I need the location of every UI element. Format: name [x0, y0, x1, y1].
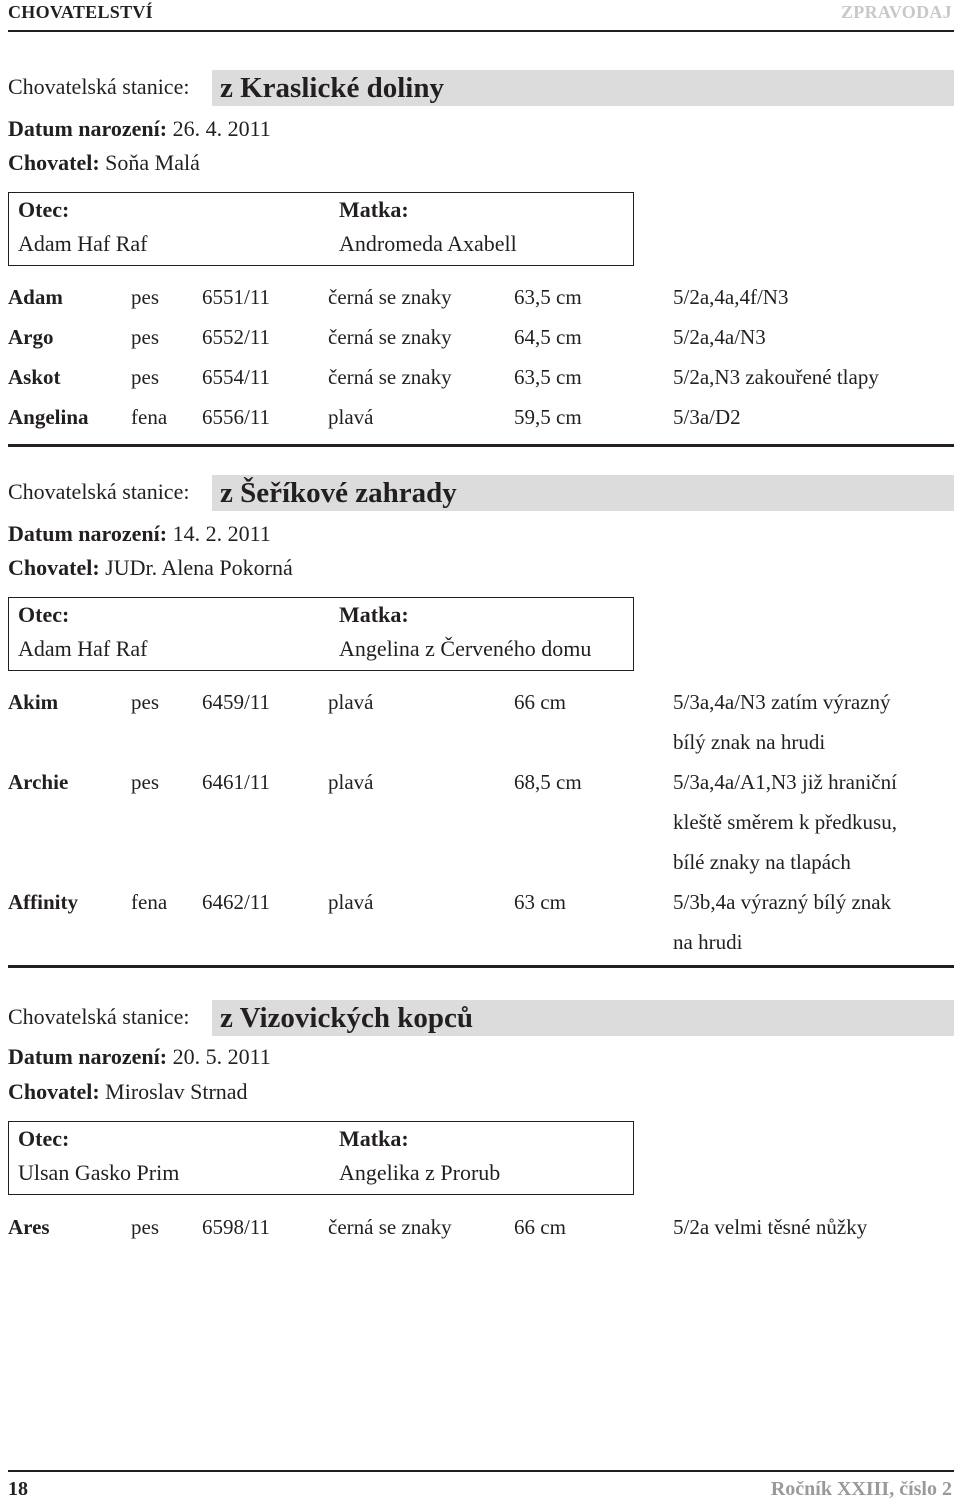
puppy-color: černá se znaky: [328, 325, 452, 349]
puppy-row: [0, 762, 960, 882]
breeder-label: Chovatel:: [8, 1079, 100, 1104]
section-divider: [8, 965, 954, 968]
father-label: Otec:: [18, 1126, 70, 1151]
puppy-notes: [673, 762, 943, 882]
puppy-color: černá se znaky: [328, 285, 452, 309]
father-label: Otec:: [18, 602, 70, 627]
puppy-sex: pes: [131, 1215, 159, 1239]
station-label: Chovatelská stanice:: [8, 1004, 190, 1029]
breeder-line: [8, 553, 293, 583]
breeder-label: Chovatel:: [8, 555, 100, 580]
puppy-notes: [673, 682, 943, 762]
puppy-name: Askot: [8, 365, 61, 389]
puppy-note-line: bílé znaky na tlapách: [673, 850, 851, 874]
section-divider: [8, 444, 954, 447]
footer-rule: [8, 1470, 954, 1472]
station-name: z Šeříkové zahrady: [212, 475, 954, 511]
birth-date-line: [8, 114, 271, 144]
header-publication: ZPRAVODAJ: [840, 2, 952, 22]
parents-box: [8, 192, 634, 266]
station-name: z Vizovických kopců: [212, 1000, 954, 1036]
puppy-color: plavá: [328, 770, 374, 794]
puppy-list: [0, 277, 960, 437]
mother-label: Matka:: [339, 1126, 409, 1151]
parents-box: [8, 597, 634, 671]
puppy-color: plavá: [328, 405, 374, 429]
puppy-notes: [673, 277, 943, 317]
header-rule: [8, 30, 954, 32]
father-label: Otec:: [18, 197, 70, 222]
puppy-color: černá se znaky: [328, 365, 452, 389]
puppy-sex: fena: [131, 405, 168, 429]
mother-name: Angelika z Prorub: [339, 1160, 501, 1185]
father-name: Adam Haf Raf: [18, 636, 148, 661]
puppy-height: 63 cm: [514, 890, 566, 914]
birth-date-value: 14. 2. 2011: [172, 521, 271, 546]
puppy-name: Argo: [8, 325, 54, 349]
puppy-row: [0, 682, 960, 762]
puppy-list: [0, 1207, 960, 1247]
birth-date-line: [8, 519, 271, 549]
parents-box: [8, 1121, 634, 1195]
puppy-note-line: na hrudi: [673, 930, 743, 954]
puppy-note-line: kleště směrem k předkusu,: [673, 810, 897, 834]
puppy-sex: pes: [131, 770, 159, 794]
puppy-row: [0, 277, 960, 317]
puppy-notes: [673, 357, 943, 397]
puppy-registry-number: 6462/11: [202, 890, 271, 914]
breeder-value: Soňa Malá: [105, 150, 200, 175]
puppy-height: 68,5 cm: [514, 770, 582, 794]
puppy-note-line: 5/3b,4a výrazný bílý znak: [673, 890, 892, 914]
breeder-value: JUDr. Alena Pokorná: [105, 555, 293, 580]
mother-name: Angelina z Červeného domu: [339, 636, 592, 661]
puppy-color: černá se znaky: [328, 1215, 452, 1239]
puppy-name: Akim: [8, 690, 59, 714]
puppy-note-line: bílý znak na hrudi: [673, 730, 826, 754]
mother-name: Andromeda Axabell: [339, 231, 517, 256]
station-label: Chovatelská stanice:: [8, 74, 190, 99]
puppy-row: [0, 317, 960, 357]
father-name: Ulsan Gasko Prim: [18, 1160, 180, 1185]
puppy-sex: pes: [131, 690, 159, 714]
puppy-height: 64,5 cm: [514, 325, 582, 349]
puppy-registry-number: 6598/11: [202, 1215, 271, 1239]
mother-label: Matka:: [339, 197, 409, 222]
puppy-note-line: 5/2a,4a,4f/N3: [673, 285, 789, 309]
puppy-notes: [673, 882, 943, 962]
puppy-name: Adam: [8, 285, 63, 309]
puppy-notes: [673, 397, 943, 437]
page-number: 18: [8, 1478, 28, 1500]
puppy-sex: pes: [131, 365, 159, 389]
puppy-note-line: 5/3a,4a/N3 zatím výrazný: [673, 690, 891, 714]
birth-date-line: [8, 1042, 271, 1072]
puppy-registry-number: 6461/11: [202, 770, 271, 794]
puppy-registry-number: 6551/11: [202, 285, 271, 309]
station-name: z Kraslické doliny: [212, 70, 954, 106]
puppy-color: plavá: [328, 890, 374, 914]
puppy-name: Affinity: [8, 890, 78, 914]
puppy-height: 63,5 cm: [514, 365, 582, 389]
puppy-height: 66 cm: [514, 690, 566, 714]
puppy-row: [0, 882, 960, 962]
mother-label: Matka:: [339, 602, 409, 627]
litter-section: [0, 70, 960, 470]
birth-date-label: Datum narození:: [8, 521, 168, 546]
puppy-registry-number: 6552/11: [202, 325, 271, 349]
puppy-note-line: 5/2a,N3 zakouřené tlapy: [673, 365, 879, 389]
puppy-notes: [673, 1207, 943, 1247]
puppy-row: [0, 397, 960, 437]
puppy-registry-number: 6554/11: [202, 365, 271, 389]
puppy-name: Archie: [8, 770, 69, 794]
breeder-line: [8, 148, 200, 178]
puppy-name: Angelina: [8, 405, 89, 429]
puppy-sex: fena: [131, 890, 168, 914]
father-name: Adam Haf Raf: [18, 231, 148, 256]
puppy-list: [0, 682, 960, 962]
puppy-color: plavá: [328, 690, 374, 714]
puppy-row: [0, 1207, 960, 1247]
litter-section: [0, 475, 960, 954]
breeder-label: Chovatel:: [8, 150, 100, 175]
issue-info: Ročník XXIII, číslo 2: [770, 1478, 952, 1500]
puppy-note-line: 5/2a velmi těsné nůžky: [673, 1215, 868, 1239]
birth-date-value: 20. 5. 2011: [172, 1044, 271, 1069]
station-label: Chovatelská stanice:: [8, 479, 190, 504]
header-section-title: CHOVATELSTVÍ: [8, 2, 153, 22]
litter-section: [0, 1000, 960, 1400]
breeder-value: Miroslav Strnad: [105, 1079, 248, 1104]
puppy-sex: pes: [131, 285, 159, 309]
puppy-height: 63,5 cm: [514, 285, 582, 309]
birth-date-label: Datum narození:: [8, 1044, 168, 1069]
puppy-registry-number: 6459/11: [202, 690, 271, 714]
puppy-name: Ares: [8, 1215, 50, 1239]
puppy-note-line: 5/3a,4a/A1,N3 již hraniční: [673, 770, 897, 794]
puppy-note-line: 5/2a,4a/N3: [673, 325, 766, 349]
breeder-line: [8, 1077, 248, 1107]
puppy-row: [0, 357, 960, 397]
puppy-sex: pes: [131, 325, 159, 349]
puppy-height: 59,5 cm: [514, 405, 582, 429]
birth-date-label: Datum narození:: [8, 116, 168, 141]
puppy-notes: [673, 317, 943, 357]
puppy-note-line: 5/3a/D2: [673, 405, 741, 429]
birth-date-value: 26. 4. 2011: [172, 116, 271, 141]
puppy-height: 66 cm: [514, 1215, 566, 1239]
puppy-registry-number: 6556/11: [202, 405, 271, 429]
